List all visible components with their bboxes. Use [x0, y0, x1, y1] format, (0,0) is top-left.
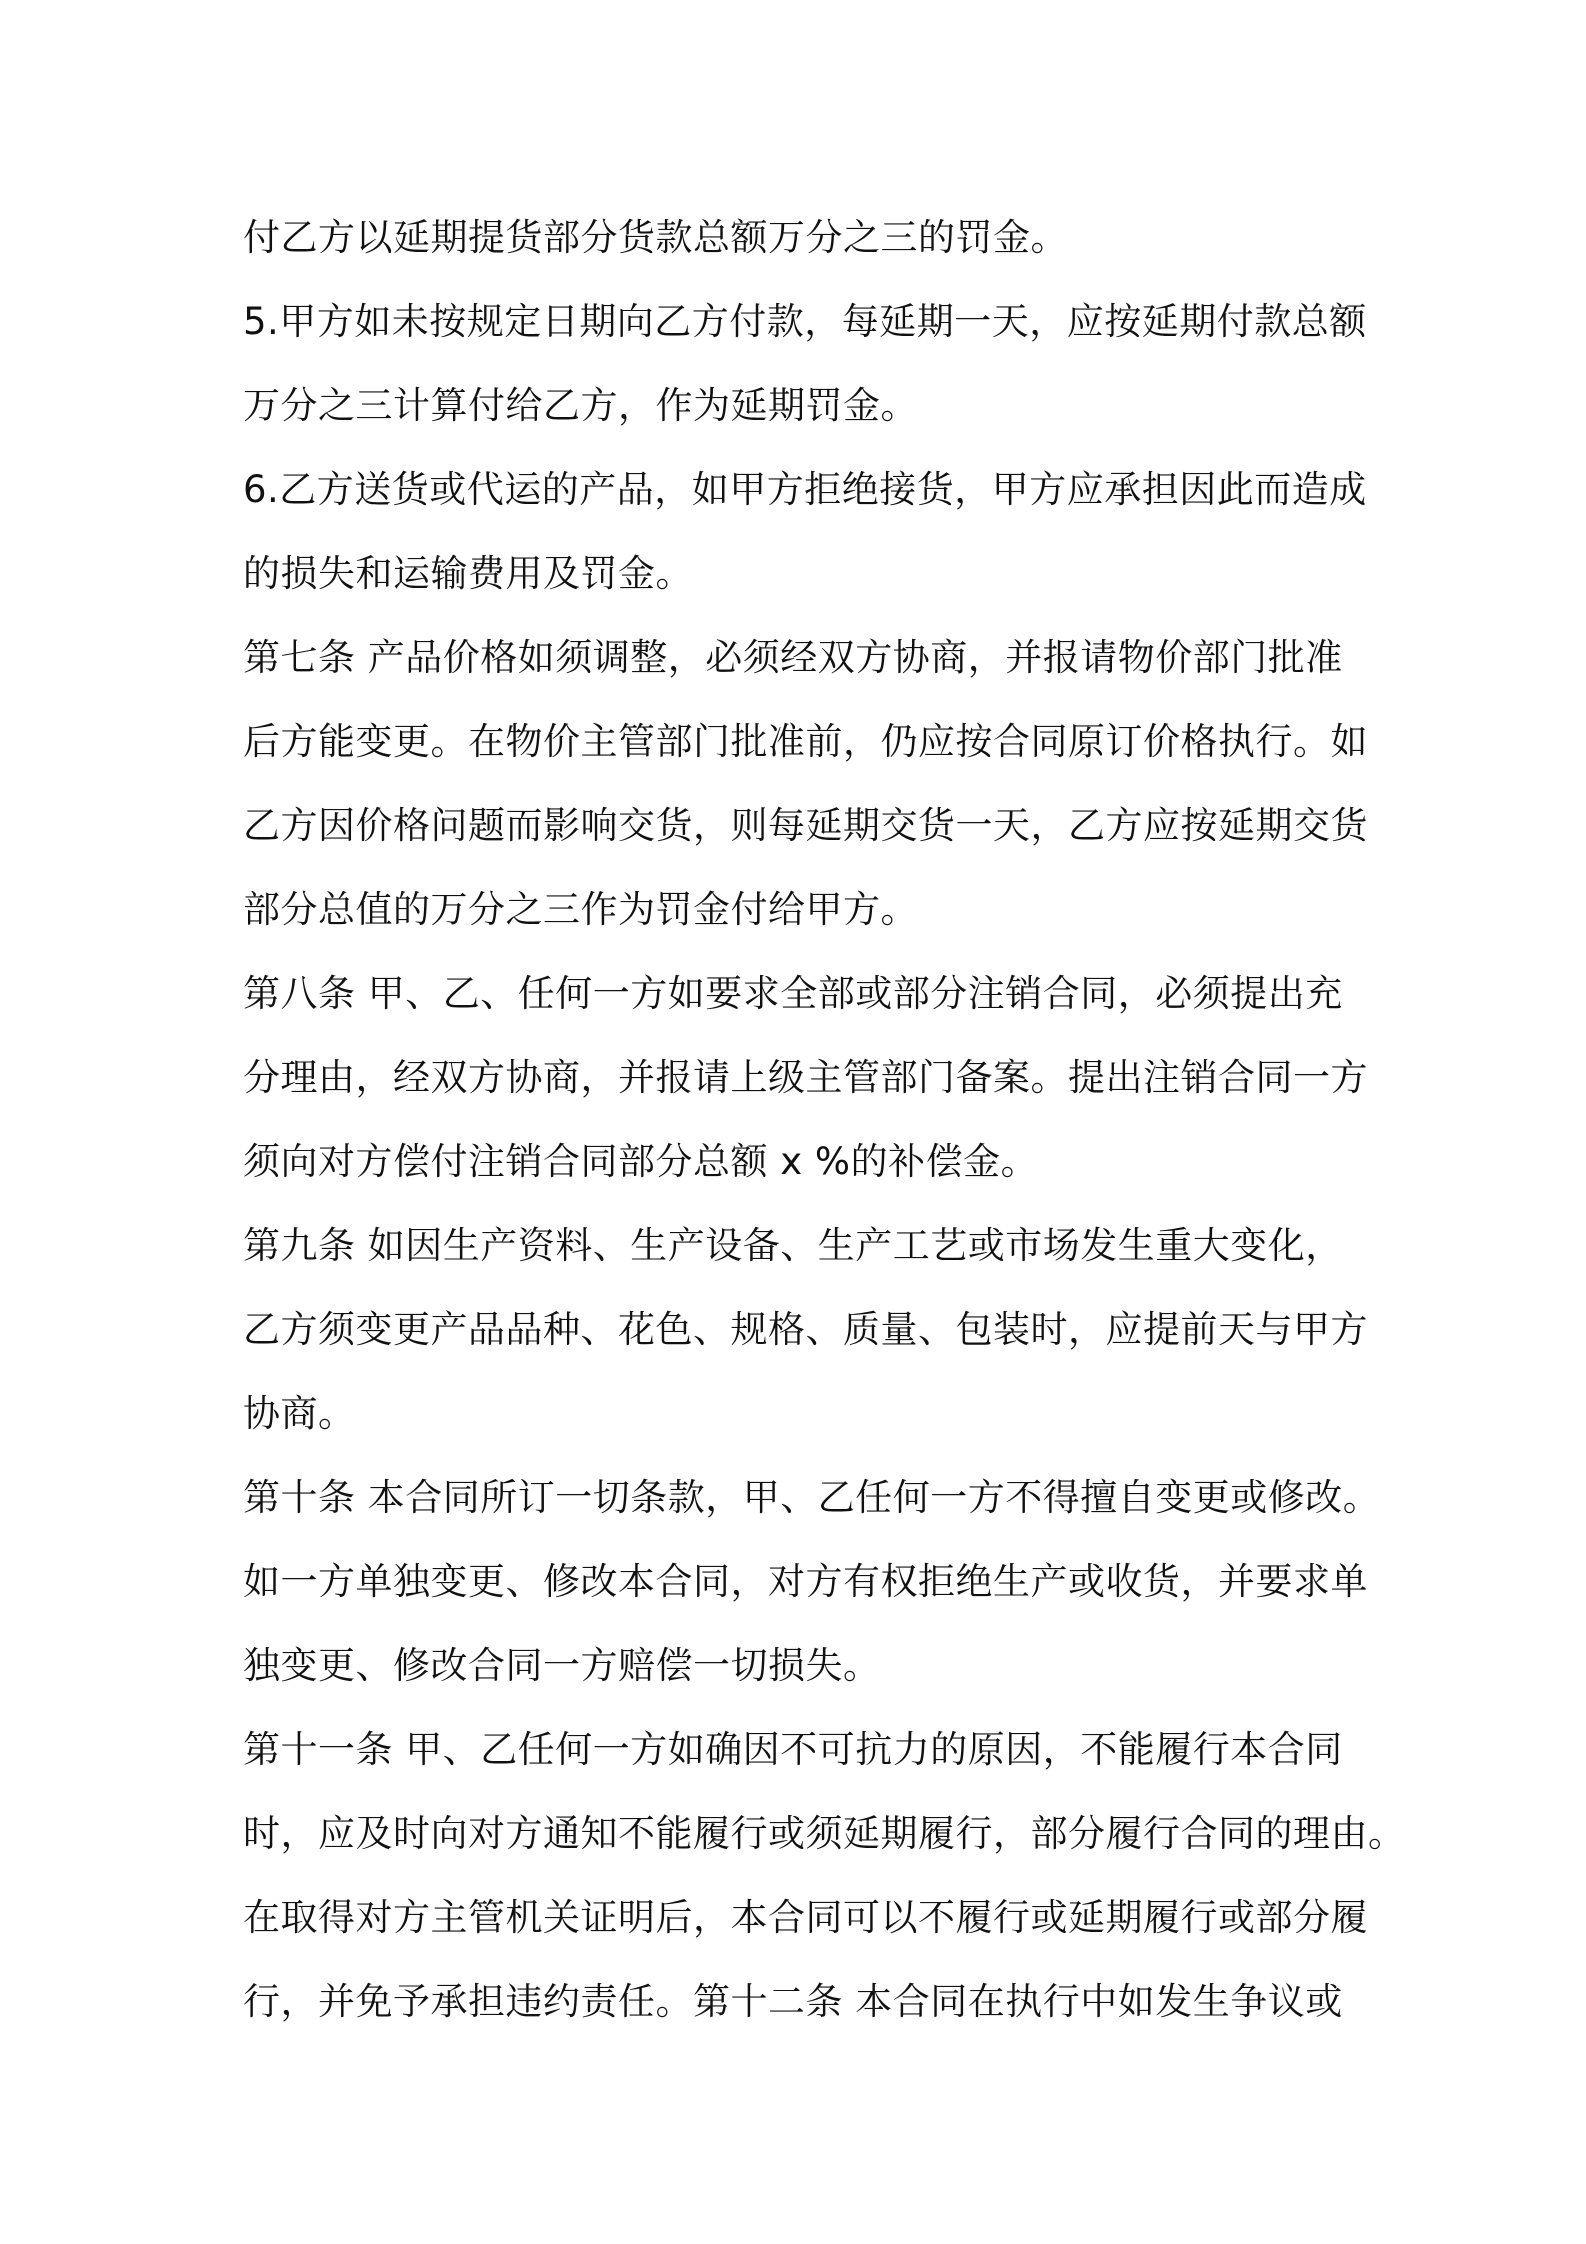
- text-line: 在取得对方主管机关证明后，本合同可以不履行或延期履行或部分履: [243, 1896, 1368, 1939]
- contract-text: [243, 196, 1406, 2044]
- text-line: 行，并免予承担违约责任。第十二条 本合同在执行中如发生争议或: [243, 1980, 1343, 2023]
- text-line: 协商。: [243, 1392, 356, 1435]
- text-line: 第八条 甲、乙、任何一方如要求全部或部分注销合同，必须提出充: [243, 972, 1343, 1015]
- text-line: 须向对方偿付注销合同部分总额 x %的补偿金。: [243, 1140, 1039, 1183]
- text-line: 乙方须变更产品品种、花色、规格、质量、包装时，应提前天与甲方: [243, 1308, 1368, 1351]
- text-line: 后方能变更。在物价主管部门批准前，仍应按合同原订价格执行。如: [243, 720, 1368, 763]
- text-line: 如一方单独变更、修改本合同，对方有权拒绝生产或收货，并要求单: [243, 1560, 1368, 1603]
- text-line: 的损失和运输费用及罚金。: [243, 552, 693, 595]
- text-line: 乙方因价格问题而影响交货，则每延期交货一天，乙方应按延期交货: [243, 804, 1368, 847]
- text-line: 第七条 产品价格如须调整，必须经双方协商，并报请物价部门批准: [243, 636, 1343, 679]
- text-line: 第十一条 甲、乙任何一方如确因不可抗力的原因，不能履行本合同: [243, 1728, 1343, 1771]
- text-line: 分理由，经双方协商，并报请上级主管部门备案。提出注销合同一方: [243, 1056, 1368, 1099]
- text-line: 付乙方以延期提货部分货款总额万分之三的罚金。: [243, 216, 1068, 259]
- text-line: 5.甲方如未按规定日期向乙方付款，每延期一天，应按延期付款总额: [243, 300, 1367, 343]
- text-line: 第九条 如因生产资料、生产设备、生产工艺或市场发生重大变化，: [243, 1224, 1343, 1267]
- text-line: 部分总值的万分之三作为罚金付给甲方。: [243, 888, 918, 931]
- text-line: 独变更、修改合同一方赔偿一切损失。: [243, 1644, 881, 1687]
- text-line: 万分之三计算付给乙方，作为延期罚金。: [243, 384, 918, 427]
- text-line: 第十条 本合同所订一切条款，甲、乙任何一方不得擅自变更或修改。: [243, 1476, 1381, 1519]
- text-line: 6.乙方送货或代运的产品，如甲方拒绝接货，甲方应承担因此而造成: [243, 468, 1367, 511]
- text-line: 时，应及时向对方通知不能履行或须延期履行，部分履行合同的理由。: [243, 1812, 1406, 1855]
